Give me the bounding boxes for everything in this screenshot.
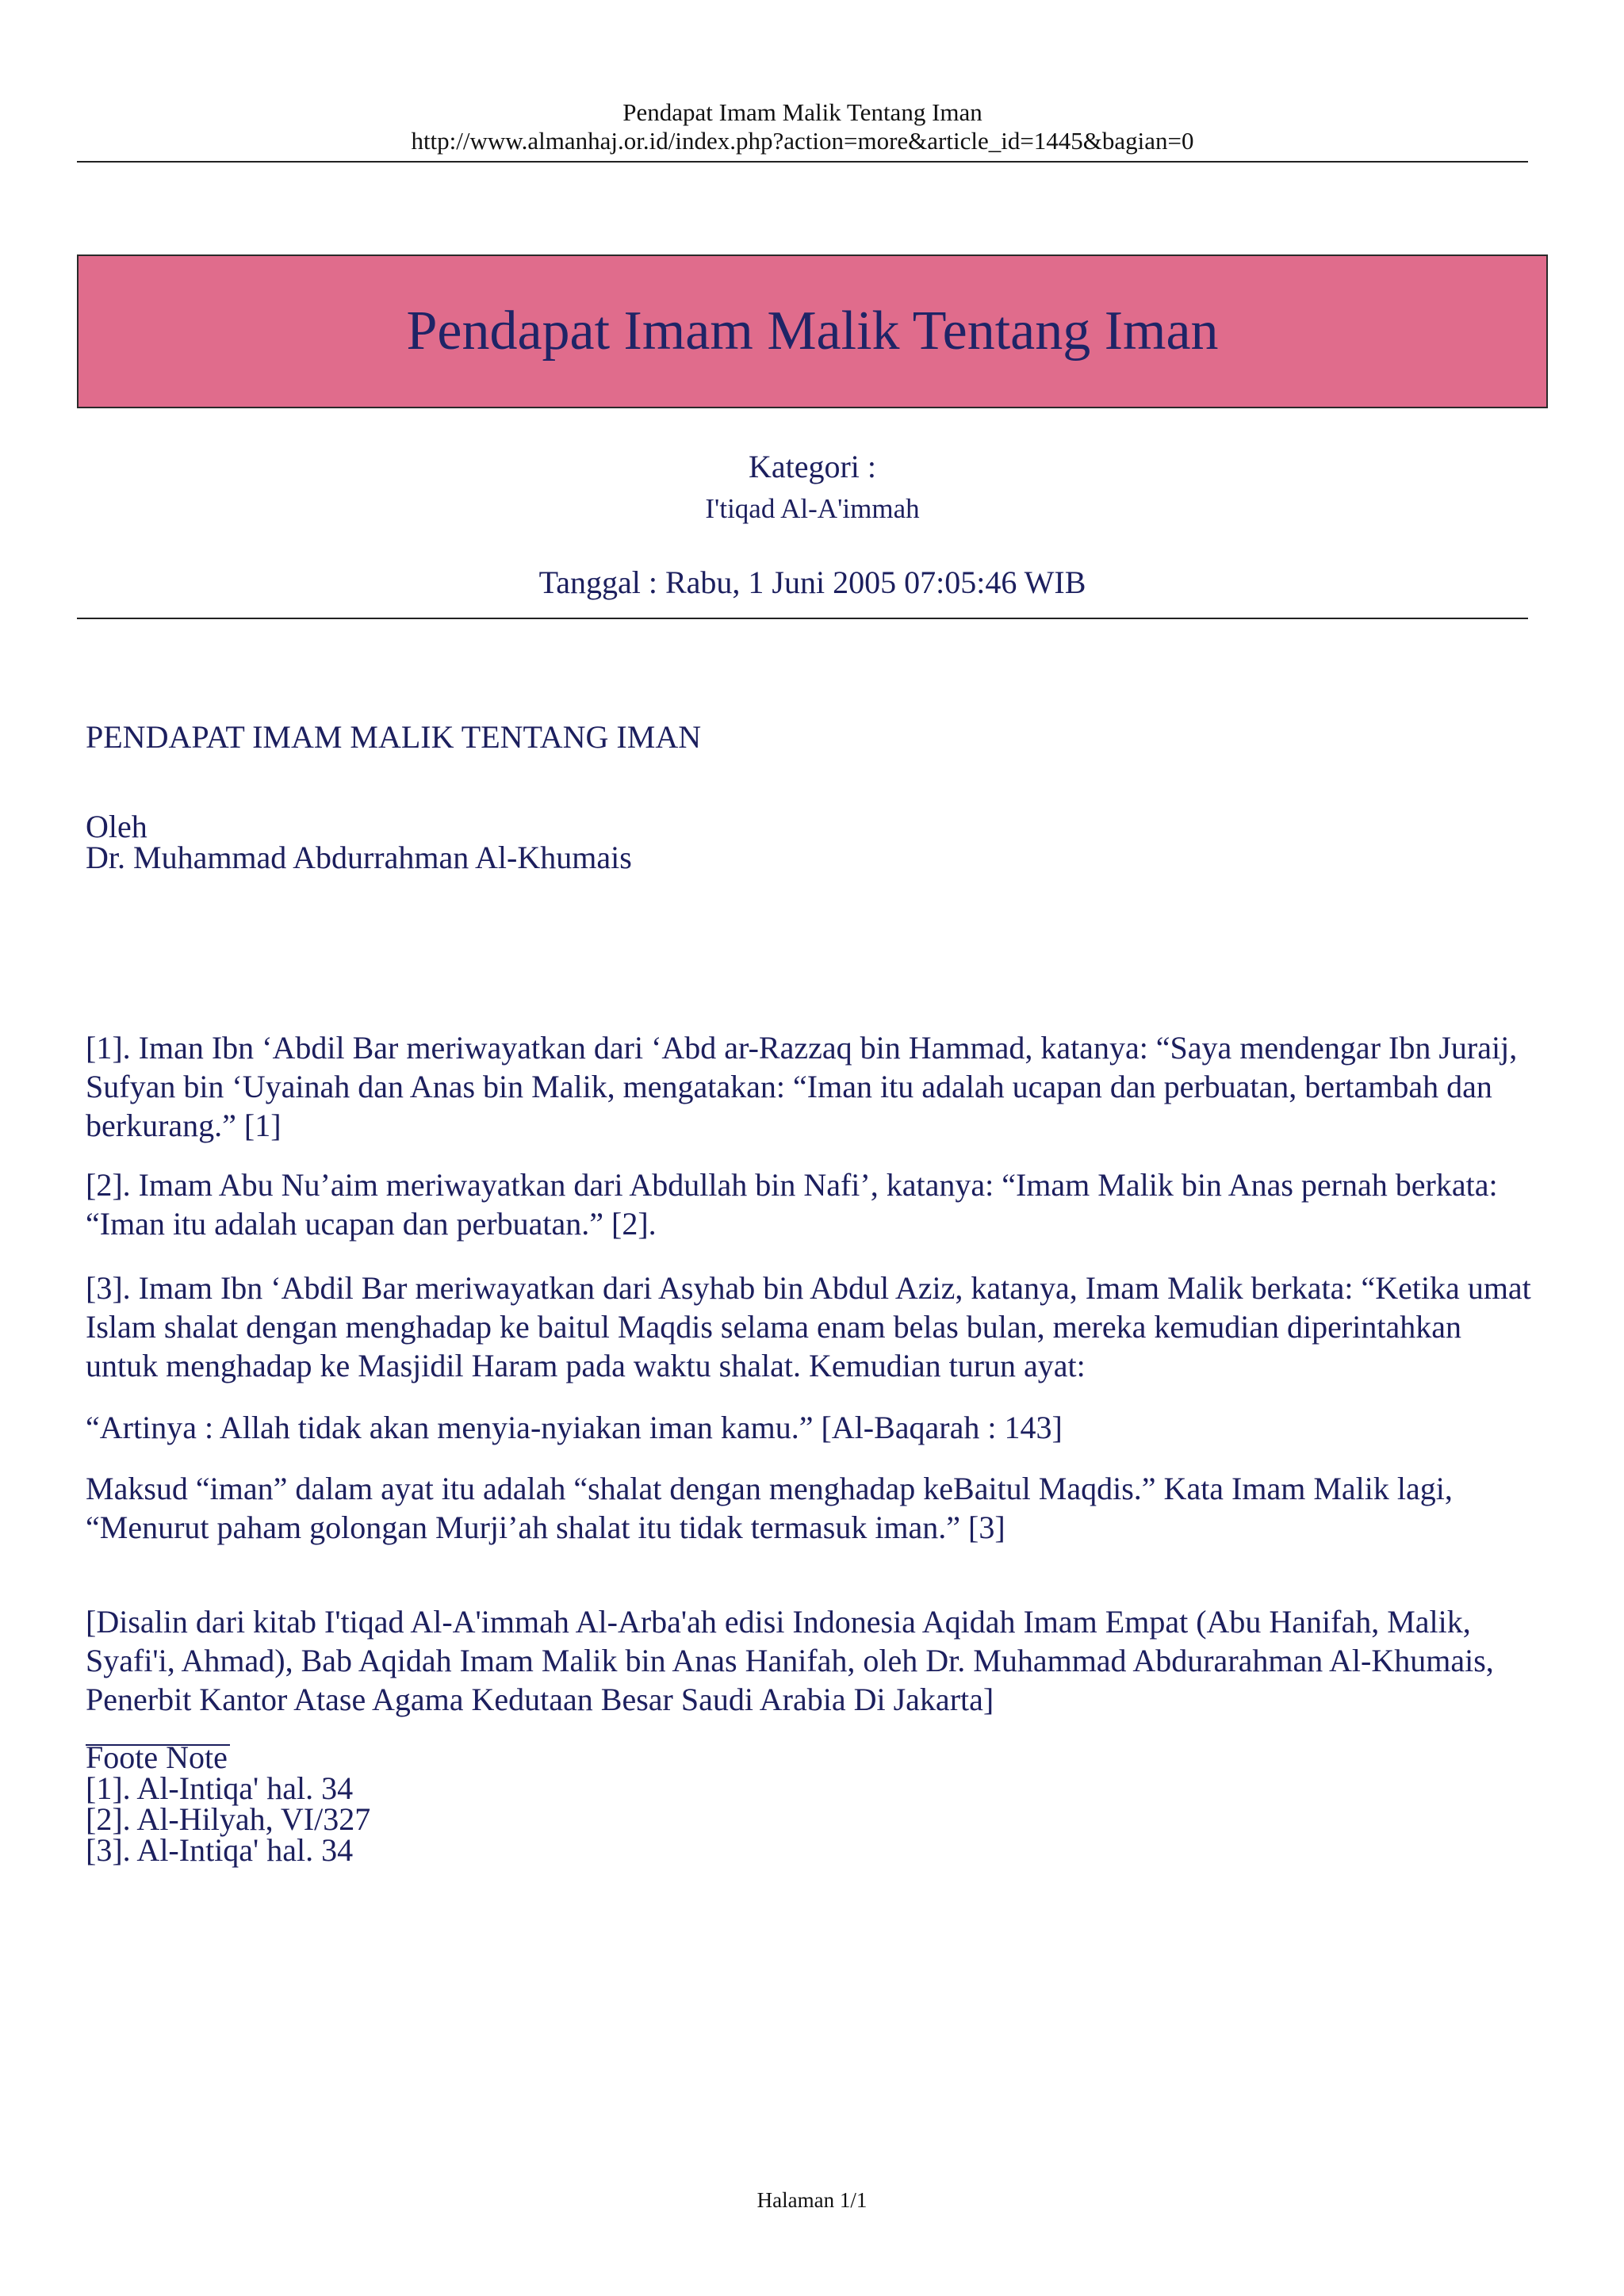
- category-value: I'tiqad Al-A'immah: [705, 493, 920, 524]
- paragraph-text: “Artinya : Allah tidak akan menyia-nyiakan iman kamu.” [Al-Baqarah : 143]: [86, 1410, 1063, 1445]
- article-paragraph-1: [86, 1028, 1537, 1145]
- source-note: [86, 1602, 1537, 1719]
- footnote-item: [1]. Al-Intiqa' hal. 34: [86, 1770, 354, 1806]
- page-header: [77, 98, 1528, 155]
- footnote-label: Foote Note: [86, 1739, 228, 1775]
- date-text: Tanggal : Rabu, 1 Juni 2005 07:05:46 WIB: [538, 564, 1086, 600]
- header-title: Pendapat Imam Malik Tentang Iman: [622, 98, 982, 126]
- footnotes: [86, 1739, 1537, 1868]
- header-rule: [77, 161, 1528, 163]
- source-text: [Disalin dari kitab I'tiqad Al-A'immah Al-Arba'ah edisi Indonesia Aqidah Imam Empat (Abu Hanifah, Malik, Syafi'i, Ahmad), Bab Aqidah Imam Malik bin Anas Hanifah, oleh Dr. Muhammad Abdurarahman Al-Khumais, Penerbit Kantor Atase Agama Kedutaan Besar Saudi Arabia Di Jakarta]: [86, 1604, 1494, 1717]
- paragraph-text: [1]. Iman Ibn ‘Abdil Bar meriwayatkan dari ‘Abd ar-Razzaq bin Hammad, katanya: “Saya mendengar Ibn Juraij, Sufyan bin ‘Uyainah dan Anas bin Malik, mengatakan: “Iman itu adalah ucapan dan perbuatan, bertambah dan berkurang.” [1]: [86, 1030, 1518, 1143]
- article-paragraph-3: [86, 1269, 1537, 1385]
- article-heading: PENDAPAT IMAM MALIK TENTANG IMAN: [86, 719, 702, 755]
- article-paragraph-2: [86, 1165, 1537, 1243]
- page-title: Pendapat Imam Malik Tentang Iman: [406, 300, 1219, 362]
- title-box: [77, 254, 1548, 408]
- paragraph-text: Maksud “iman” dalam ayat itu adalah “shalat dengan menghadap keBaitul Maqdis.” Kata Imam Malik lagi, “Menurut paham golongan Murji’ah shalat itu tidak termasuk iman.” [3]: [86, 1471, 1453, 1545]
- footnote-item: [2]. Al-Hilyah, VI/327: [86, 1801, 371, 1837]
- paragraph-text: [3]. Imam Ibn ‘Abdil Bar meriwayatkan dari Asyhab bin Abdul Aziz, katanya, Imam Malik berkata: “Ketika umat Islam shalat dengan menghadap ke baitul Maqdis selama enam belas bulan, mereka kemudian diperintahkan untuk menghadap ke Masjidil Haram pada waktu shalat. Kemudian turun ayat:: [86, 1270, 1531, 1383]
- article-paragraph-5: [86, 1469, 1537, 1547]
- footnote-item: [3]. Al-Intiqa' hal. 34: [86, 1832, 354, 1868]
- header-url[interactable]: http://www.almanhaj.or.id/index.php?action=more&article_id=1445&bagian=0: [411, 127, 1194, 155]
- author-name: Dr. Muhammad Abdurrahman Al-Khumais: [86, 840, 632, 875]
- author-block: [86, 811, 1537, 873]
- author-label: Oleh: [86, 809, 147, 844]
- category-label: Kategori :: [748, 449, 877, 484]
- meta-rule: [77, 618, 1528, 619]
- page-number: Halaman 1/1: [756, 2188, 868, 2212]
- paragraph-text: [2]. Imam Abu Nu’aim meriwayatkan dari Abdullah bin Nafi’, katanya: “Imam Malik bin Anas pernah berkata: “Iman itu adalah ucapan dan perbuatan.” [2].: [86, 1167, 1498, 1242]
- article-paragraph-4: [86, 1408, 1537, 1447]
